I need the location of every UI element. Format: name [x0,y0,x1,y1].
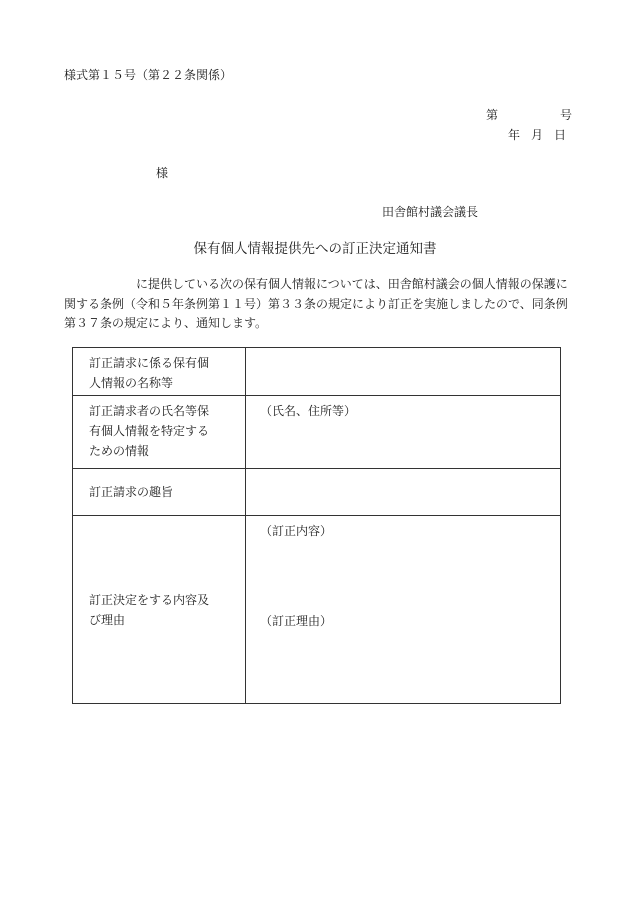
body-paragraph: に提供している次の保有個人情報については、田舎館村議会の個人情報の保護に関する条例（令和５年条例第１１号）第３３条の規定により訂正を実施しましたので、同条例第３７条の規定により、通知します。 [64,277,568,330]
row2-label-line1: 訂正請求者の氏名等保 [89,404,210,418]
date-month: 月 [531,128,544,142]
form-table [72,347,561,704]
row2-value [246,396,561,469]
row4-value [246,516,561,704]
table-row [73,348,561,396]
document-number-line [486,106,572,123]
row1-label-line2: 人情報の名称等 [89,376,174,390]
document-title: 保有個人情報提供先への訂正決定通知書 [193,241,437,257]
row2-label-line2: 有個人情報を特定する [89,424,210,438]
body-text [64,275,574,334]
date-day: 日 [554,128,567,142]
row2-value-hint: （氏名、住所等） [260,404,357,418]
row1-value [246,348,561,396]
row2-label [73,396,246,469]
form-number: 様式第１５号（第２２条関係） [64,68,233,82]
date-year: 年 [508,128,521,142]
row4-value-reason: （訂正理由） [260,614,333,628]
date-line [508,126,566,143]
row1-label [73,348,246,396]
row1-label-line1: 訂正請求に係る保有個 [89,356,210,370]
number-suffix: 号 [560,108,573,122]
row3-label: 訂正請求の趣旨 [73,469,246,516]
row3-value [246,469,561,516]
row4-label-line1: 訂正決定をする内容及 [89,592,210,607]
table-row [73,516,561,704]
sender: 田舎館村議会議長 [382,205,479,219]
addressee-suffix: 様 [156,166,169,180]
table-row [73,396,561,469]
number-prefix: 第 [486,108,499,122]
row4-label [73,516,246,704]
row2-label-line3: ための情報 [89,444,150,458]
row4-value-content: （訂正内容） [260,524,333,538]
table-row [73,469,561,516]
row4-label-line2: び理由 [89,612,126,627]
